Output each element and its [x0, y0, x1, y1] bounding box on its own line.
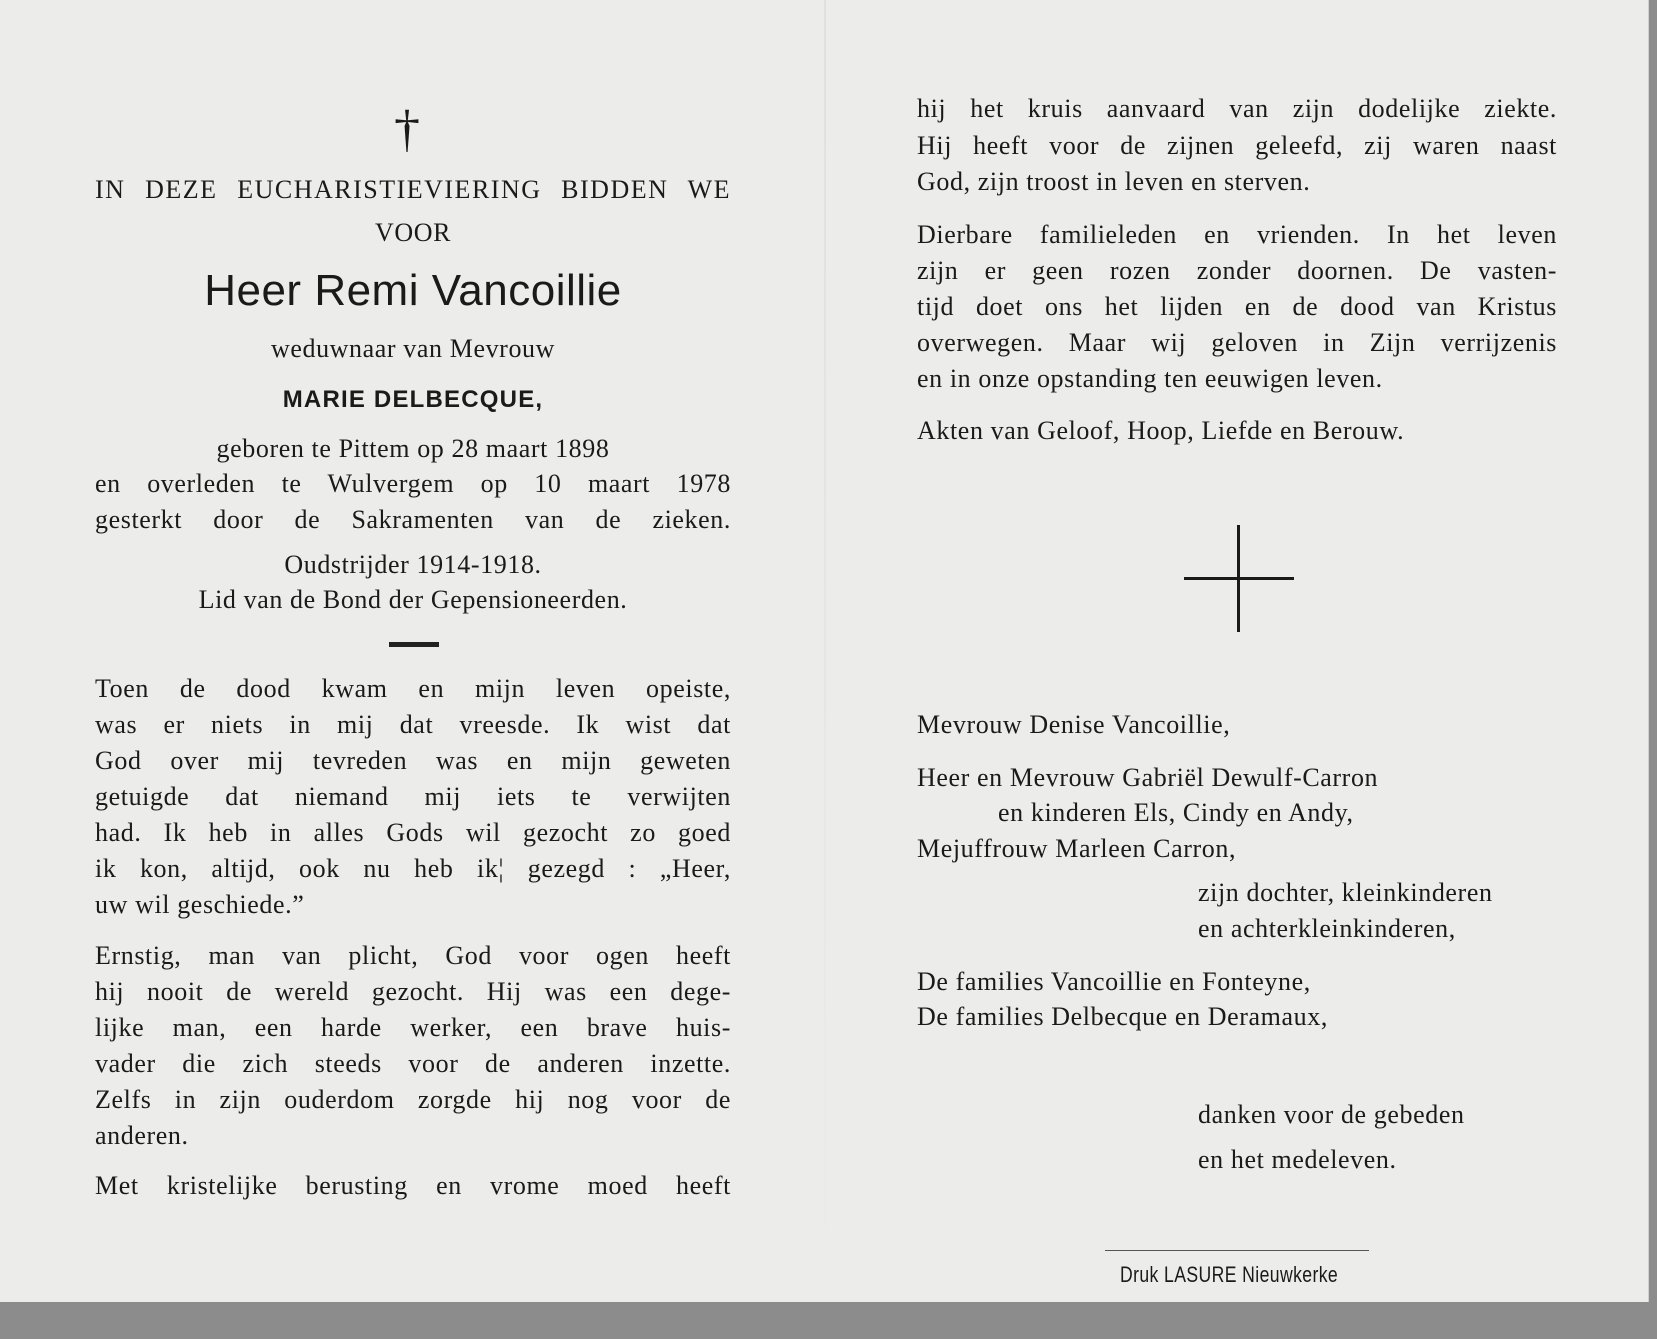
text-line: hij het kruis aanvaard van zijn dodelijke ziekte.	[917, 94, 1557, 123]
family-line: Heer en Mevrouw Gabriël Dewulf-Carron	[917, 763, 1379, 792]
text-line: en in onze opstanding ten eeuwigen leven.	[917, 364, 1383, 393]
widower-line: weduwnaar van Mevrouw	[270, 334, 556, 363]
bio-line: gesterkt door de Sakramenten van de zieken.	[95, 505, 731, 534]
header-line: IN DEZE EUCHARISTIEVIERING BIDDEN WE	[95, 175, 731, 204]
text-line: God, zijn troost in leven en sterven.	[917, 167, 1311, 196]
family-line: Mevrouw Denise Vancoillie,	[917, 710, 1231, 739]
bio-line: Lid van de Bond der Gepensioneerden.	[198, 585, 628, 614]
dagger-cross-icon: †	[394, 101, 420, 158]
text-line: ik kon, altijd, ook nu heb ik¦ gezegd : „Heer,	[95, 854, 731, 883]
text-line: tijd doet ons het lijden en de dood van Kristus	[917, 292, 1557, 321]
text-line: God over mij tevreden was en mijn geweten	[95, 746, 731, 775]
text-line: had. Ik heb in alles Gods wil gezocht zo goed	[95, 818, 731, 847]
family-line: De families Delbecque en Deramaux,	[917, 1002, 1328, 1031]
text-line: Dierbare familieleden en vrienden. In het leven	[917, 220, 1557, 249]
cross-icon	[1237, 525, 1240, 632]
bio-line: Oudstrijder 1914-1918.	[284, 550, 542, 579]
family-line: Mejuffrouw Marleen Carron,	[917, 834, 1237, 863]
text-line: uw wil geschiede.”	[95, 890, 305, 919]
text-line: was er niets in mij dat vreesde. Ik wist dat	[95, 710, 731, 739]
text-line: Akten van Geloof, Hoop, Liefde en Berouw.	[917, 416, 1405, 445]
text-line: Hij heeft voor de zijnen geleefd, zij waren naast	[917, 131, 1557, 160]
text-line: Toen de dood kwam en mijn leven opeiste,	[95, 674, 731, 703]
text-line: hij nooit de wereld gezocht. Hij was een dege-	[95, 977, 731, 1006]
bio-line: en overleden te Wulvergem op 10 maart 1978	[95, 469, 731, 498]
family-line: De families Vancoillie en Fonteyne,	[917, 967, 1311, 996]
text-line: Met kristelijke berusting en vrome moed heeft	[95, 1171, 731, 1200]
thanks-line: danken voor de gebeden	[1198, 1100, 1465, 1129]
text-line: Zelfs in zijn ouderdom zorgde hij nog voor de	[95, 1085, 731, 1114]
header-line: VOOR	[374, 218, 452, 247]
card-fold	[824, 0, 826, 1302]
bio-line: geboren te Pittem op 28 maart 1898	[216, 434, 610, 463]
text-line: lijke man, een harde werker, een brave huis-	[95, 1013, 731, 1042]
text-line: getuigde dat niemand mij iets te verwijten	[95, 782, 731, 811]
family-line: zijn dochter, kleinkinderen	[1198, 878, 1493, 907]
text-line: anderen.	[95, 1121, 189, 1150]
printer-rule	[1105, 1250, 1369, 1251]
thanks-line: en het medeleven.	[1198, 1145, 1397, 1174]
divider	[389, 642, 439, 647]
text-line: zijn er geen rozen zonder doornen. De vasten-	[917, 256, 1557, 285]
printer-credit: Druk LASURE Nieuwkerke	[1120, 1262, 1339, 1287]
deceased-name: Heer Remi Vancoillie	[204, 266, 622, 315]
text-line: overwegen. Maar wij geloven in Zijn verrijzenis	[917, 328, 1557, 357]
family-line: en achterkleinkinderen,	[1198, 914, 1456, 943]
family-line: en kinderen Els, Cindy en Andy,	[998, 798, 1354, 827]
text-line: vader die zich steeds voor de anderen inzette.	[95, 1049, 731, 1078]
spouse-name: MARIE DELBECQUE,	[282, 386, 544, 413]
text-line: Ernstig, man van plicht, God voor ogen heeft	[95, 941, 731, 970]
